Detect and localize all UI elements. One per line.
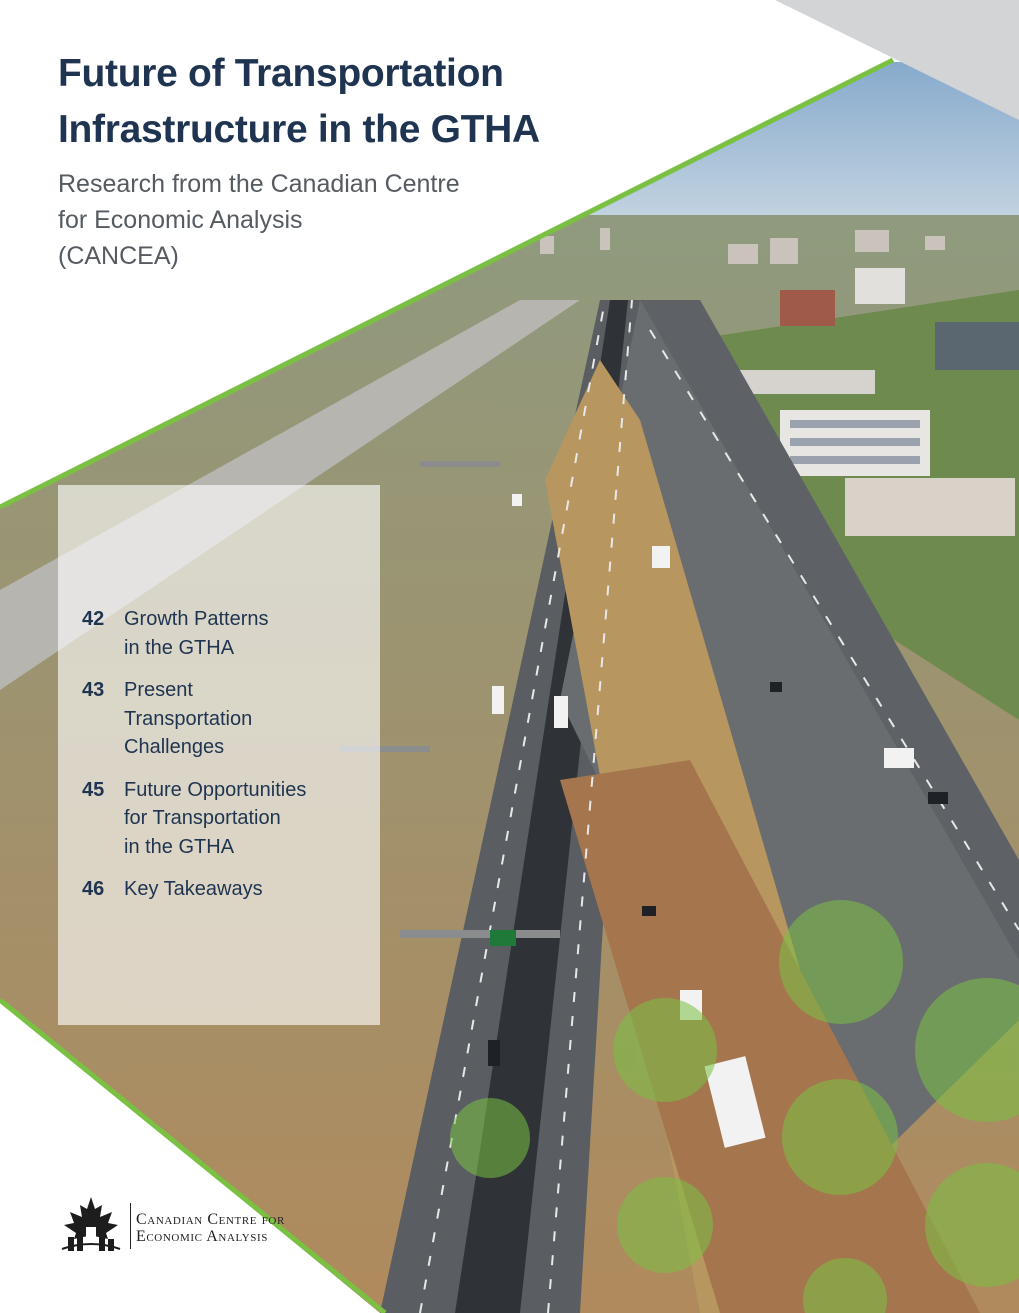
title-line-2: Infrastructure in the GTHA xyxy=(58,108,540,151)
toc-list xyxy=(82,605,306,918)
subtitle-line-2: for Economic Analysis xyxy=(58,206,303,234)
logo-line-1: Canadian Centre for xyxy=(136,1211,285,1228)
cancea-logo xyxy=(58,1195,358,1255)
toc-entry-label xyxy=(124,605,269,662)
toc-entry-growth-patterns[interactable] xyxy=(82,605,306,662)
maple-leaf-skyline-icon xyxy=(58,1195,124,1255)
toc-entry-label xyxy=(124,875,263,904)
page-title xyxy=(58,46,540,158)
toc-entry-key-takeaways[interactable] xyxy=(82,875,306,904)
title-line-1: Future of Transportation xyxy=(58,52,504,95)
logo-wordmark xyxy=(136,1211,285,1245)
toc-label-line: Transportation xyxy=(124,707,253,730)
toc-label-line: for Transportation xyxy=(124,807,281,829)
toc-label-line: Present xyxy=(124,679,193,701)
toc-label-line: in the GTHA xyxy=(124,835,235,858)
toc-label-line: Key Takeaways xyxy=(124,878,263,900)
toc-entry-present-challenges[interactable] xyxy=(82,676,306,762)
table-of-contents xyxy=(58,485,380,1025)
page-subtitle xyxy=(58,166,460,274)
toc-label-line: in the GTHA xyxy=(124,636,235,659)
toc-label-line: Growth Patterns xyxy=(124,608,269,630)
subtitle-line-3: (CANCEA) xyxy=(58,242,179,270)
logo-line-2: Economic Analysis xyxy=(136,1228,268,1245)
toc-page-number: 45 xyxy=(82,778,105,801)
toc-page-number: 42 xyxy=(82,608,105,630)
toc-page-number: 46 xyxy=(82,878,105,900)
toc-entry-future-opportunities[interactable] xyxy=(82,776,306,862)
toc-entry-label xyxy=(124,776,306,862)
toc-entry-label xyxy=(124,676,252,762)
subtitle-line-1: Research from the Canadian Centre xyxy=(58,170,460,198)
toc-page-number: 43 xyxy=(82,679,105,701)
toc-label-line: Challenges xyxy=(124,736,225,758)
toc-label-line: Future Opportunities xyxy=(124,778,307,801)
logo-divider xyxy=(130,1203,131,1249)
